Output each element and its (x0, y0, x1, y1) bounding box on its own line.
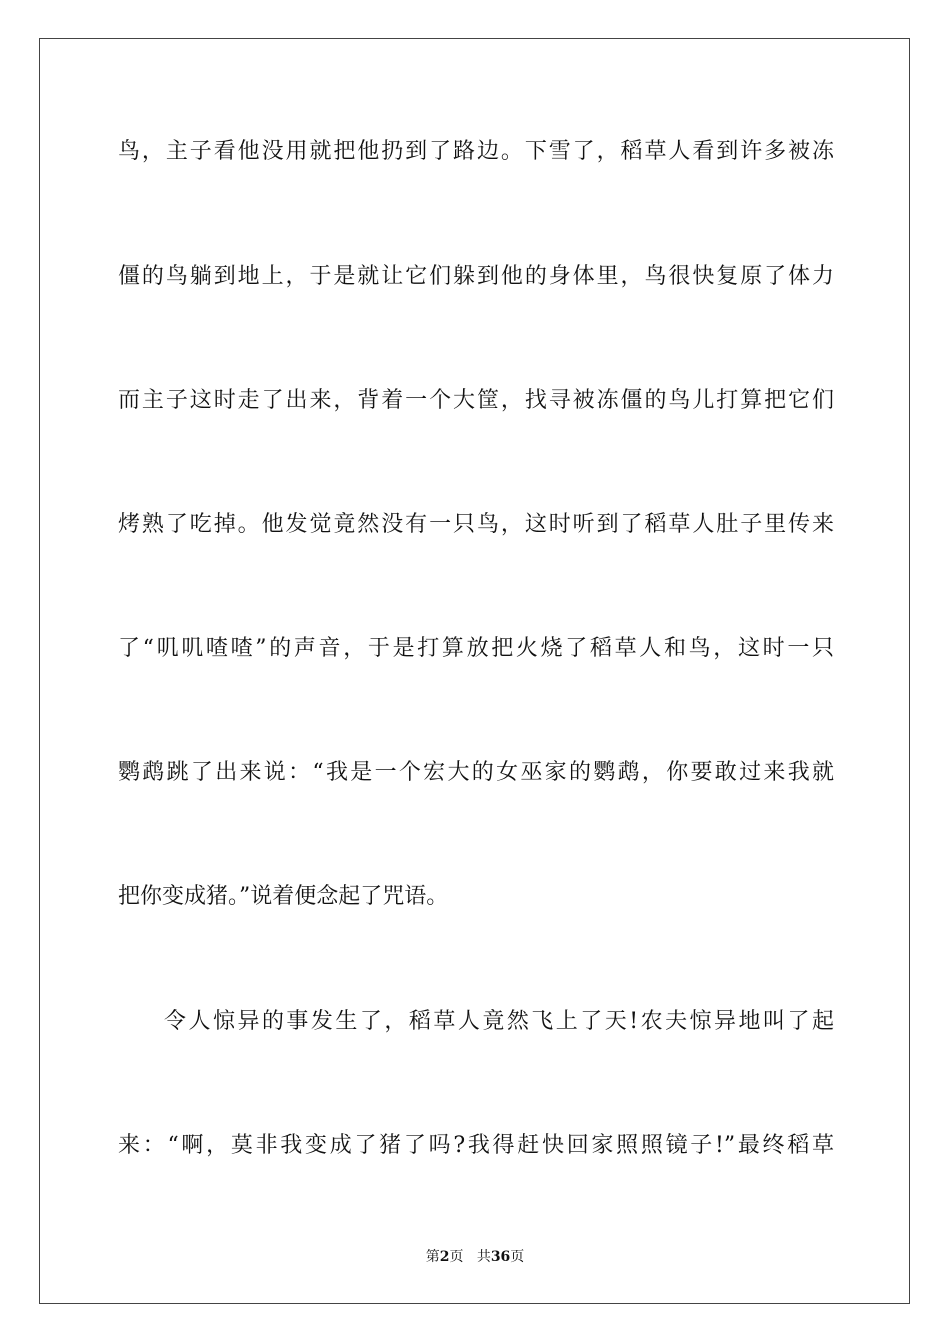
body-text-line-9: 来：“啊，莫非我变成了猪了吗?我得赶快回家照照镜子!”最终稻草 (118, 1133, 834, 1158)
page-number: 2 (439, 1249, 450, 1265)
page-prefix: 第 (425, 1249, 440, 1265)
body-text-line-7: 把你变成猪。”说着便念起了咒语。 (118, 884, 449, 909)
total-pages: 36 (490, 1249, 511, 1265)
paragraph-start-line: 令人惊异的事发生了，稻草人竟然飞上了天!农夫惊异地叫了起 (164, 1009, 834, 1034)
body-text-line-1: 鸟，主子看他没用就把他扔到了路边。下雪了，稻草人看到许多被冻 (118, 139, 834, 164)
body-text-line-6: 鹦鹉跳了出来说：“我是一个宏大的女巫家的鹦鹉，你要敢过来我就 (118, 760, 834, 785)
body-text-line-4: 烤熟了吃掉。他发觉竟然没有一只鸟，这时听到了稻草人肚子里传来 (118, 512, 834, 537)
page-suffix: 页 (449, 1249, 464, 1265)
page-border (39, 38, 910, 1304)
body-text-line-2: 僵的鸟躺到地上，于是就让它们躲到他的身体里，鸟很快复原了体力 (118, 264, 834, 289)
total-prefix: 共 (476, 1249, 491, 1265)
body-text-line-5: 了“叽叽喳喳”的声音，于是打算放把火烧了稻草人和鸟，这时一只 (118, 636, 834, 661)
page-footer (0, 1248, 950, 1266)
total-suffix: 页 (510, 1249, 525, 1265)
body-text-line-3: 而主子这时走了出来，背着一个大筐，找寻被冻僵的鸟儿打算把它们 (118, 388, 834, 413)
